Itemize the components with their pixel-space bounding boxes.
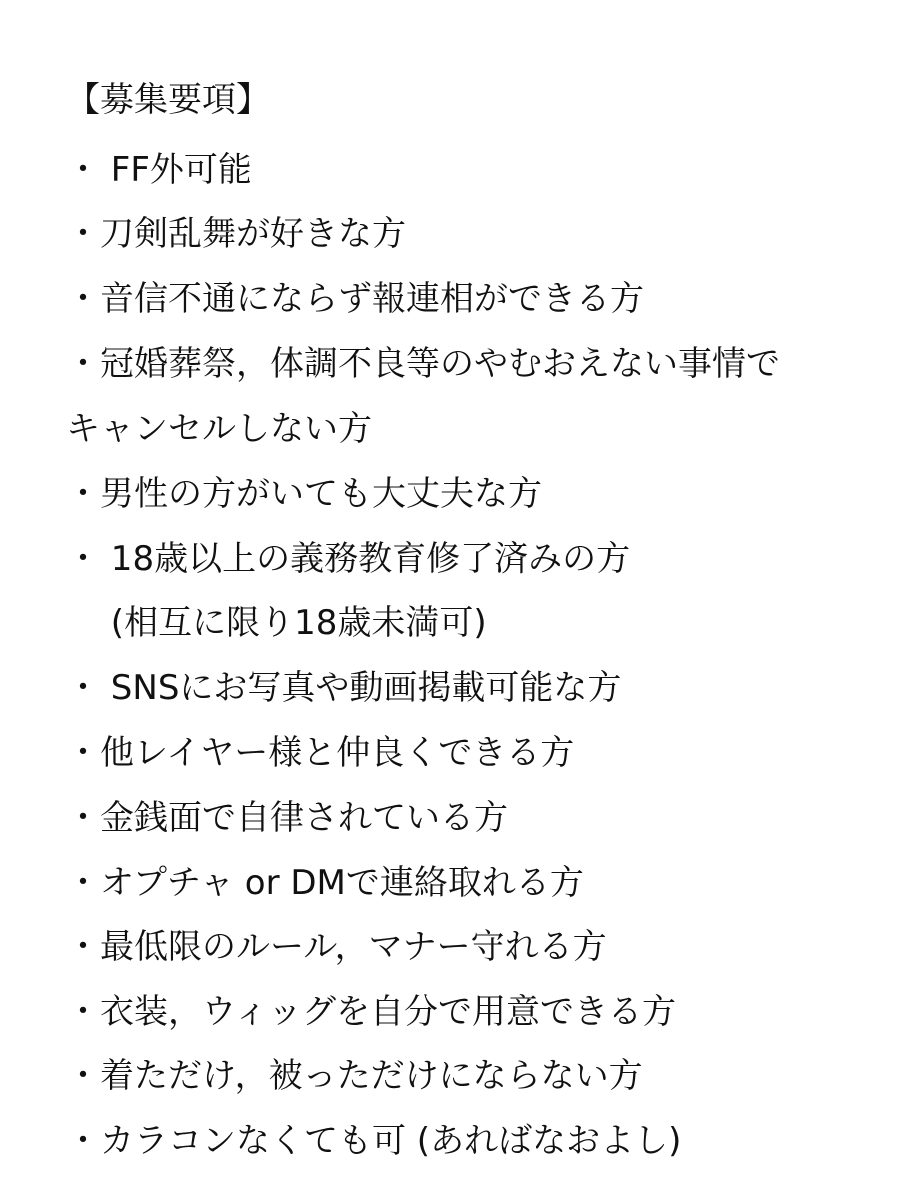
requirement-item: ・ FF外可能 [66,150,252,190]
document-heading: 【募集要項】 [66,80,270,120]
requirement-item: ・衣装，ウィッグを自分で用意できる方 [66,992,676,1032]
requirement-item-note: (相互に限り18歳未満可) [66,603,487,643]
requirement-item: ・ SNSにお写真や動画掲載可能な方 [66,668,622,708]
requirement-item: ・男性の方がいても大丈夫な方 [66,474,542,514]
requirement-item: ・最低限のルール，マナー守れる方 [66,927,607,967]
requirement-item: ・金銭面で自律されている方 [66,798,508,838]
requirement-item: ・着ただけ，被っただけにならない方 [66,1056,643,1096]
requirement-item: ・音信不通にならず報連相ができる方 [66,279,644,319]
requirement-item: ・冠婚葬祭，体調不良等のやむおえない事情で [66,344,780,384]
requirement-item-continuation: キャンセルしない方 [66,409,372,449]
requirement-item: ・刀剣乱舞が好きな方 [66,214,406,254]
requirement-item: ・他レイヤー様と仲良くできる方 [66,733,575,773]
requirement-item: ・カラコンなくても可 (あればなおよし) [66,1121,682,1161]
requirement-item: ・オプチャ or DMで連絡取れる方 [66,863,584,903]
requirement-item: ・ 18歳以上の義務教育修了済みの方 [66,539,631,579]
